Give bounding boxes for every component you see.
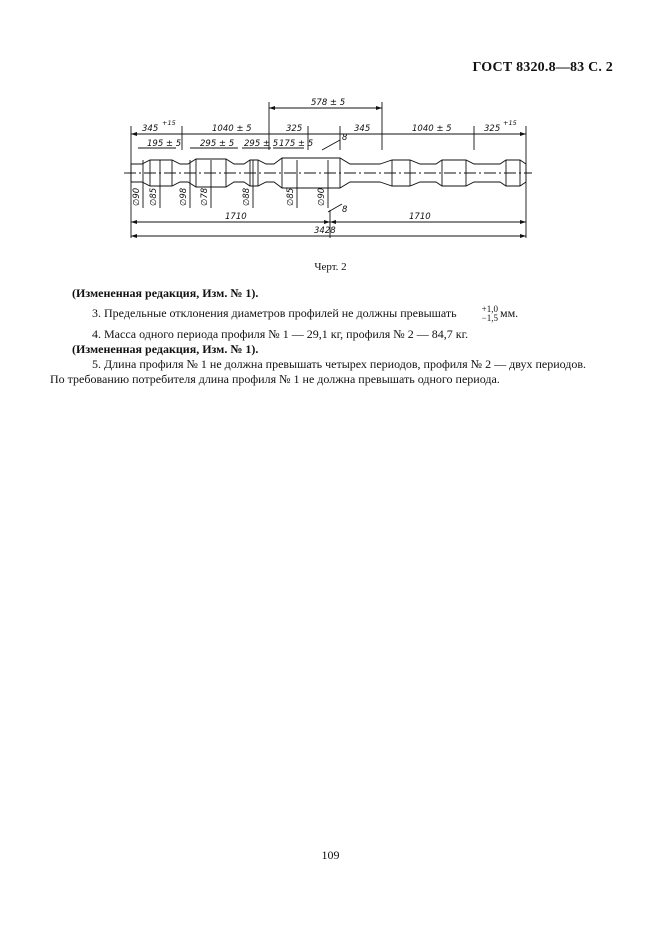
diameter-label: ∅78 xyxy=(200,187,210,206)
dim-top-left-tol: +15 xyxy=(162,119,176,127)
dim-top-right-tol: +15 xyxy=(503,119,517,127)
dim-top-left: 345 xyxy=(142,124,159,134)
diameter-label: ∅85 xyxy=(149,187,159,206)
dim-inner-195: 195 ± 5 xyxy=(147,139,182,149)
paragraph-3-text: 3. Предельные отклонения диаметров профилей не должны превышать xyxy=(92,305,457,320)
diameter-label: ∅98 xyxy=(179,187,189,206)
figure-caption: Черт. 2 xyxy=(314,261,347,273)
dim-top-right: 325 xyxy=(484,124,501,134)
marker-lower: 8 xyxy=(342,205,348,215)
dim-inner-295-b: 295 ± 5 xyxy=(244,139,279,149)
diameter-label: ∅88 xyxy=(242,187,252,206)
body-text xyxy=(50,286,620,387)
tolerance-fraction xyxy=(462,305,498,323)
technical-drawing xyxy=(0,0,661,260)
amendment-note: (Измененная редакция, Изм. № 1). xyxy=(72,286,259,300)
dim-bottom-total: 3428 xyxy=(314,226,336,236)
paragraph-3-unit: мм. xyxy=(499,305,519,320)
dim-top-1040-a: 1040 ± 5 xyxy=(212,124,252,134)
dim-top-325: 325 xyxy=(286,124,303,134)
marker-upper: 8 xyxy=(342,133,348,143)
paragraph-5: 5. Длина профиля № 1 не должна превышать четырех периодов, профиля № 2 — двух периодов. xyxy=(92,357,587,371)
page-header: ГОСТ 8320.8—83 С. 2 xyxy=(472,60,613,75)
diameter-label: ∅90 xyxy=(132,187,142,206)
diameter-label: ∅90 xyxy=(317,187,327,206)
diameter-label: ∅85 xyxy=(286,187,296,206)
paragraph-3 xyxy=(72,305,620,323)
tolerance-upper: +1,0 xyxy=(481,304,498,314)
tolerance-lower: −1,5 xyxy=(481,313,498,323)
dim-bottom-left: 1710 xyxy=(225,212,247,222)
dim-top-1040-b: 1040 ± 5 xyxy=(412,124,452,134)
dim-top-345: 345 xyxy=(354,124,371,134)
paragraph-5-continuation: По требованию потребителя длина профиля № 1 не должна превышать одного периода. xyxy=(50,372,500,386)
amendment-note: (Измененная редакция, Изм. № 1). xyxy=(72,342,259,356)
dim-top-578: 578 ± 5 xyxy=(311,98,346,108)
dim-inner-295-a: 295 ± 5 xyxy=(200,139,235,149)
dim-inner-175: 175 ± 5 xyxy=(279,139,314,149)
page-number: 109 xyxy=(321,848,340,862)
paragraph-4: 4. Масса одного периода профиля № 1 — 29,1 кг, профиля № 2 — 84,7 кг. xyxy=(92,327,469,341)
dim-bottom-right: 1710 xyxy=(409,212,431,222)
